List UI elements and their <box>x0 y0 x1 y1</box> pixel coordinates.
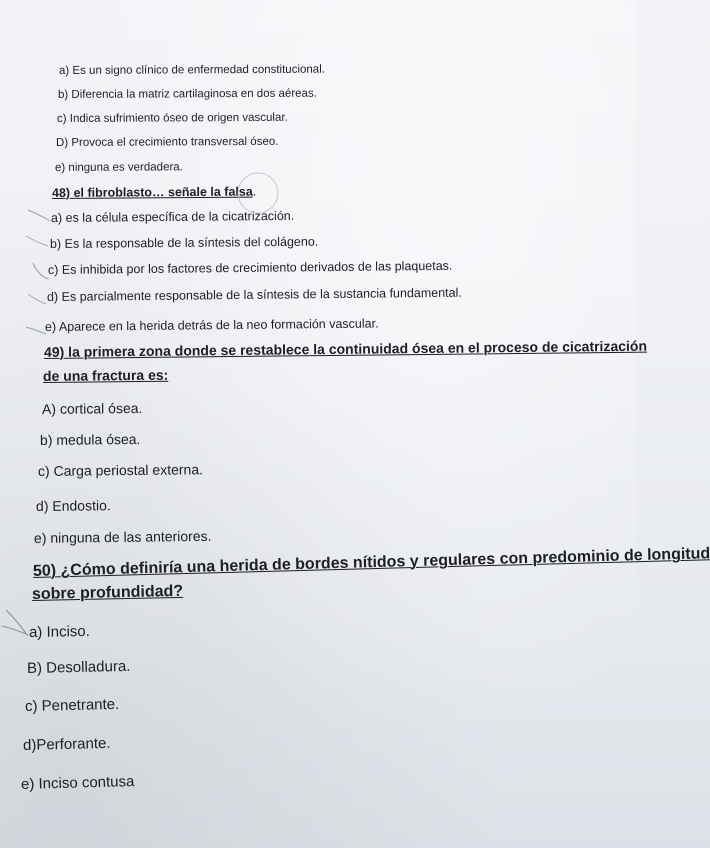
q48-option-a: a) es la célula específica de la cicatrización. <box>50 208 295 225</box>
circle-mark-icon <box>238 173 278 213</box>
tick-mark-q50-a-icon <box>6 610 28 636</box>
q48-option-e: e) Aparece en la herida detrás de la neo formación vascular. <box>44 316 379 334</box>
tick-mark-b-icon <box>26 236 48 246</box>
q50-option-e: e) Inciso contusa <box>20 773 135 793</box>
q48-option-b: b) Es la responsable de la síntesis del colágeno. <box>49 234 319 251</box>
q49-question-line1: 49) la primera zona donde se restablece la continuidad ósea en el proceso de cicatrización <box>43 337 648 360</box>
q47-option-b: b) Diferencia la matriz cartilaginosa en dos aéreas. <box>57 87 317 101</box>
tick-mark-e-icon <box>26 327 46 334</box>
q49-question-line2: de una fractura es: <box>42 366 169 384</box>
q47-option-d: D) Provoca el crecimiento transversal óseo. <box>55 135 279 149</box>
q49-option-b: b) medula ósea. <box>39 430 141 448</box>
q48-question-text: 48) el fibroblasto… señale la falsa <box>51 184 253 200</box>
q50-question-line2: sobre profundidad? <box>31 582 184 603</box>
q48-option-c: c) Es inhibida por los factores de crecimiento derivados de las plaquetas. <box>47 258 453 277</box>
q47-option-e: e) ninguna es verdadera. <box>54 161 183 174</box>
tick-mark-a-icon <box>28 210 50 221</box>
tick-mark-c-icon <box>33 263 48 279</box>
q49-option-e: e) ninguna de las anteriores. <box>33 527 212 546</box>
q50-question-line1: 50) ¿Cómo definiría una herida de bordes nítidos y regulares con predominio de longitud <box>32 545 710 580</box>
q49-option-d: d) Endostio. <box>35 497 111 514</box>
q50-option-a: a) Inciso. <box>28 622 90 641</box>
q48-question-period: . <box>252 184 257 199</box>
q50-option-d: d)Perforante. <box>22 734 111 754</box>
q50-option-b: B) Desolladura. <box>26 657 131 677</box>
tick-mark-d-icon <box>28 294 46 304</box>
q49-option-a: A) cortical ósea. <box>41 399 143 417</box>
q48-option-d: d) Es parcialmente responsable de la síntesis de la sustancia fundamental. <box>46 285 462 304</box>
tick-mark-q50-a2-icon <box>2 626 26 634</box>
q47-option-a: a) Es un signo clínico de enfermedad constitucional. <box>58 63 325 77</box>
q49-option-c: c) Carga periostal externa. <box>37 461 204 479</box>
q47-option-c: c) Indica sufrimiento óseo de origen vascular. <box>56 111 288 125</box>
q50-option-c: c) Penetrante. <box>24 695 120 715</box>
